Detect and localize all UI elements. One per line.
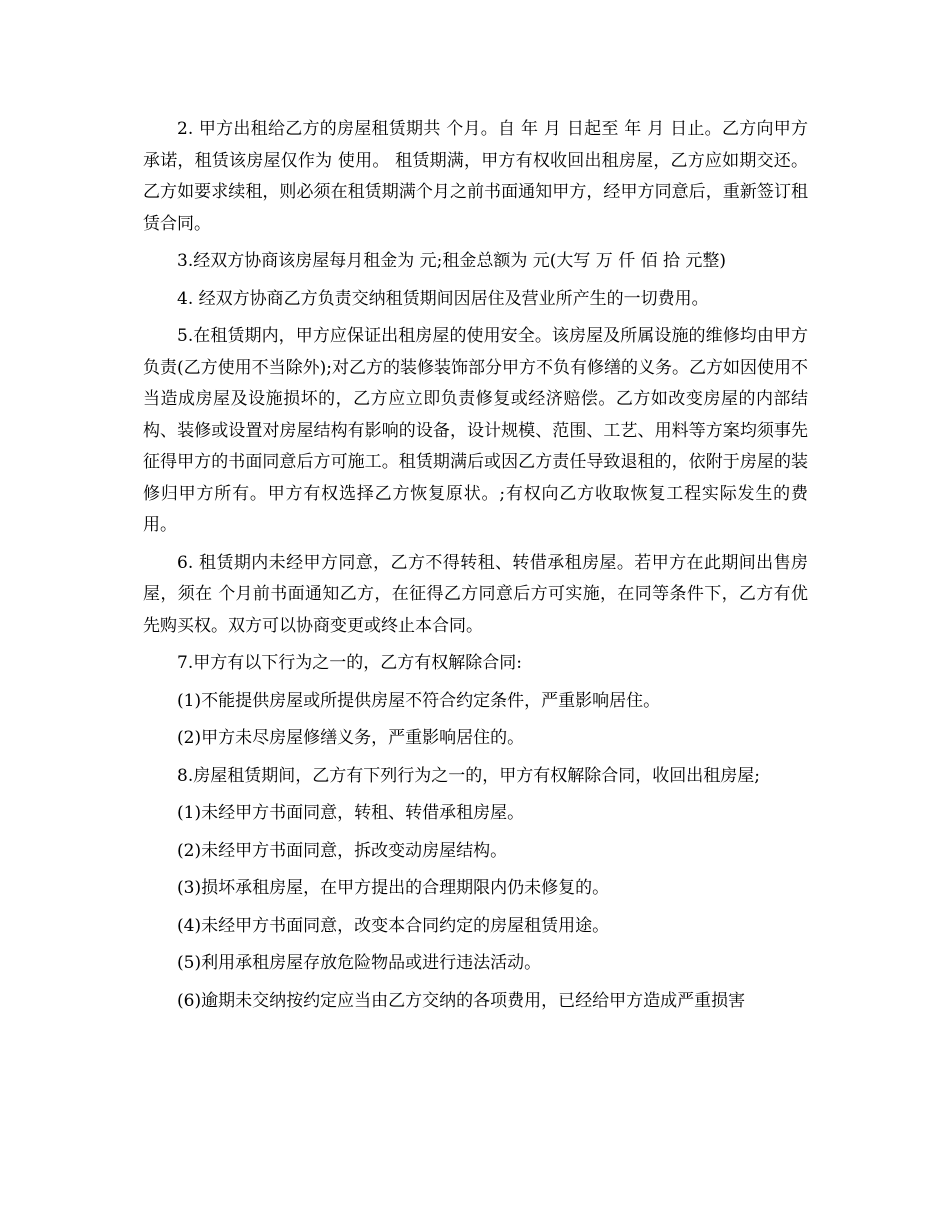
- list-item-8-5: (5)利用承租房屋存放危险物品或进行违法活动。: [177, 953, 542, 973]
- document-body: [143, 114, 808, 1023]
- list-item-8-2: (2)未经甲方书面同意，拆改变动房屋结构。: [177, 840, 508, 861]
- paragraph-clause-4: 4. 经双方协商乙方负责交纳租赁期间因居住及营业所产生的一切费用。: [177, 288, 709, 309]
- paragraph-clause-7: 7.甲方有以下行为之一的，乙方有权解除合同:: [177, 653, 522, 673]
- paragraph-clause-8: 8.房屋租赁期间，乙方有下列行为之一的，甲方有权解除合同，收回出租房屋;: [177, 765, 760, 786]
- paragraph-clause-5: 5.在租赁期内，甲方应保证出租房屋的使用安全。该房屋及所属设施的维修均由甲方负责(乙方使用不当除外);对乙方的装修装饰部分甲方不负有修缮的义务。乙方如因使用不当造成房屋及设施损坏的，乙方应立即负责修复或经济赔偿。乙方如改变房屋的内部结构、装修或设置对房屋结构有影响的设备，设计规模、范围、工艺、用料等方案均须事先征得甲方的书面同意后方可施工。租赁期满后或因乙方责任导致退租的，依附于房屋的装修归甲方所有。甲方有权选择乙方恢复原状。;有权向乙方收取恢复工程实际发生的费用。: [143, 326, 808, 535]
- list-item-8-6: (6)逾期未交纳按约定应当由乙方交纳的各项费用，已经给甲方造成严重损害: [177, 990, 746, 1011]
- list-item-8-1: (1)未经甲方书面同意，转租、转借承租房屋。: [177, 803, 525, 823]
- list-item-7-1: (1)不能提供房屋或所提供房屋不符合约定条件，严重影响居住。: [177, 690, 661, 711]
- paragraph-clause-2: 2. 甲方出租给乙方的房屋租赁期共 个月。自 年 月 日起至 年 月 日止。乙方向甲方承诺，租赁该房屋仅作为 使用。 租赁期满，甲方有权收回出租房屋，乙方应如期交还。乙方如要求续租，则必须在租赁期满个月之前书面通知甲方，经甲方同意后，重新签订租赁合同。: [143, 119, 808, 234]
- paragraph-clause-3: 3.经双方协商该房屋每月租金为 元;租金总额为 元(大写 万 仟 佰 拾 元整): [177, 251, 727, 271]
- list-item-7-2: (2)甲方未尽房屋修缮义务，严重影响居住的。: [177, 728, 525, 748]
- list-item-8-3: (3)损坏承租房屋，在甲方提出的合理期限内仍未修复的。: [177, 878, 610, 898]
- paragraph-clause-6: 6. 租赁期内未经甲方同意，乙方不得转租、转借承租房屋。若甲方在此期间出售房屋，须在 个月前书面通知乙方，在征得乙方同意后方可实施，在同等条件下，乙方有优先购买权。双方可以协商变更或终止本合同。: [143, 552, 808, 636]
- list-item-8-4: (4)未经甲方书面同意，改变本合同约定的房屋租赁用途。: [177, 915, 610, 936]
